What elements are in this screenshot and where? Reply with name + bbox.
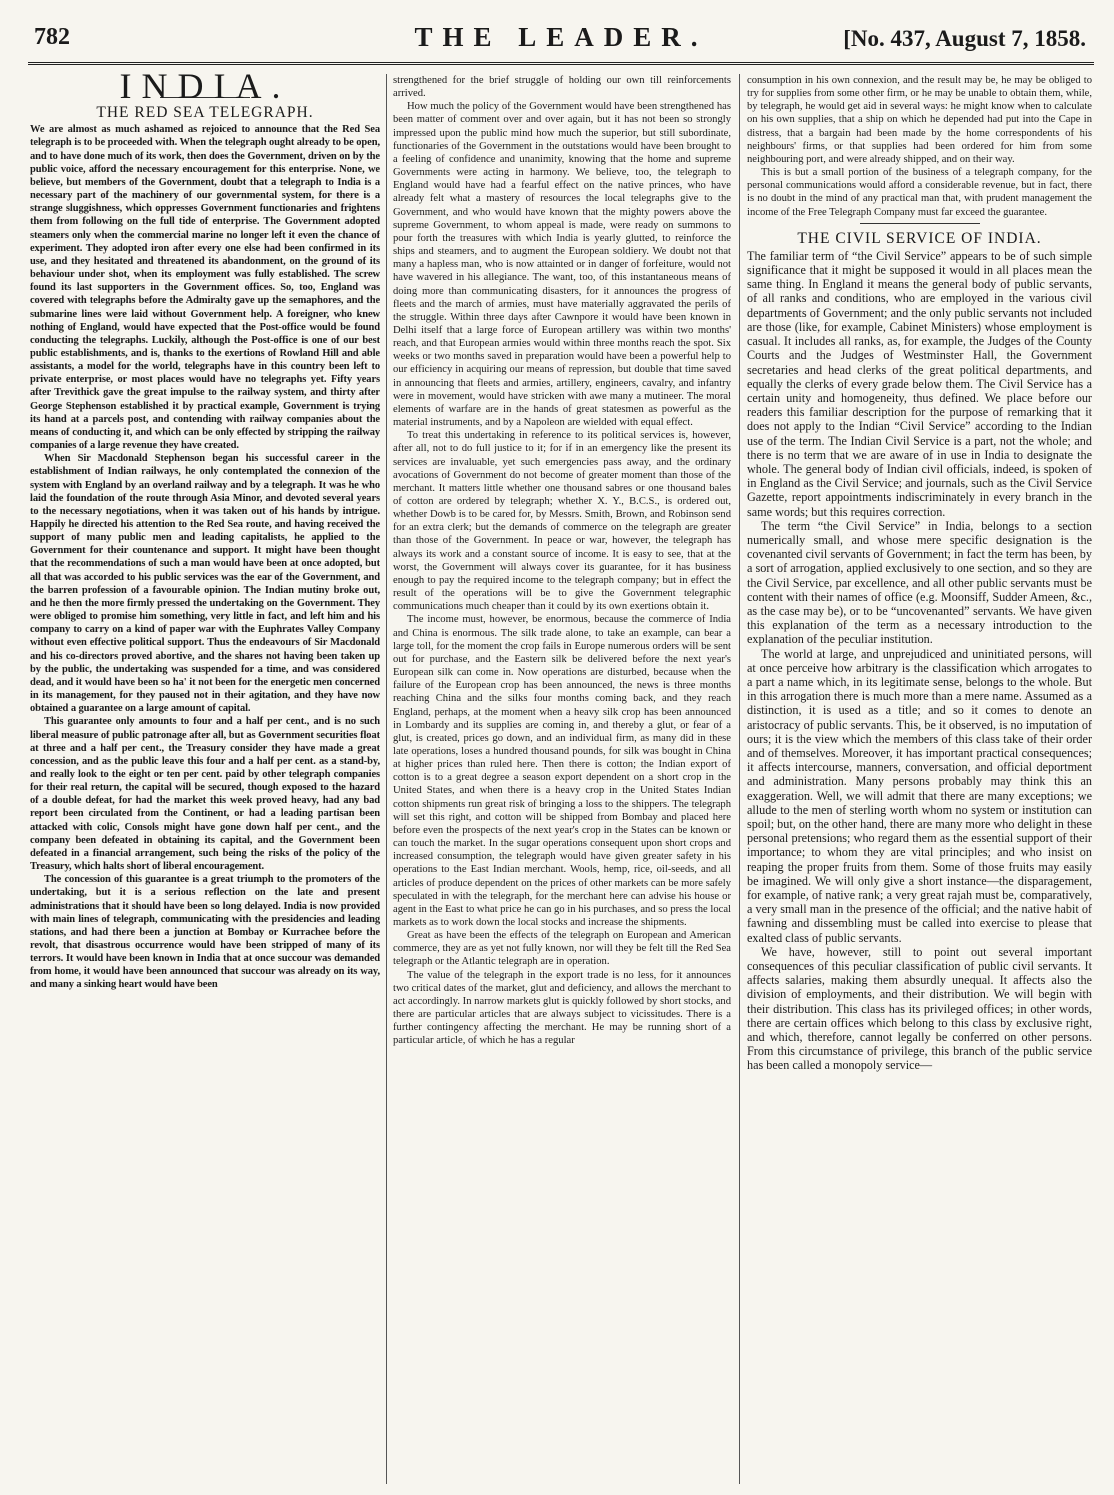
paragraph: The income must, however, be enormous, because the commerce of India and China is enormous. The silk trade alone, to take an example, can bear a large toll, for the moment the crop fails in Europe numerous orders will be sent out for purchase, and the Eastern silk be delivered before the next year's European silk can come in. Now operations are disturbed, because when the failure of the European crop has been announced, the news is three months reaching China and the silks four months coming back, and they reach England, perhaps, at the moment when a heavy silk crop has been announced in Lombardy and its supplies are coming in, and thereby a glut, or fear of a glut, is created, prices go down, and an individual firm, as many did in these late operations, loses a hundred thousand pounds, for silk was bought in China at higher prices than ruled here. Then there is cotton; the Indian export of cotton is to a great degree a season export dependent on a short crop in the United States, and when there is a heavy crop in the United States Indian cotton shipments run great risk of bringing a loss to the shippers. The telegraph will set this right, and cotton will be shipped from Bombay and placed here before even the prospects of the next year's crop in the States can be known or can touch the market. In the sugar operations consequent upon short crops and increased consumption, the telegraph would have given greater safety in his operations to the East Indian merchant. Wools, hemp, rice, oil-seeds, and all articles of produce dependent on the prices of other markets can be more safely speculated in with the telegraph, for the merchant here can advise his house or agent in the East to what price he can go in his purchases, and so press the local markets as to work down the local stocks and increase the shipments.	[393, 614, 731, 928]
masthead-rule	[28, 62, 1094, 65]
masthead	[28, 12, 1094, 68]
paper-title: THE LEADER.	[414, 22, 708, 52]
column-3	[747, 74, 1092, 1484]
column-divider	[386, 74, 387, 1484]
paragraph: When Sir Macdonald Stephenson began his successful career in the establishment of Indian railways, he only contemplated the connexion of the system with England by an overland railway and by a telegraph. It was he who laid the foundation of the route through Asia Minor, and devoted several years to the necessary negotiations, when it was taken out of his hands by intrigue. Happily he directed his attention to the Red Sea route, and having received the support of many public men and leading capitalists, he applied to the Government for their countenance and support. It might have been thought that the recommendations of such a man would have been at once adopted, but all that was accorded to his public services was the ear of the Government, and the barren profession of a favourable opinion. The Indian mutiny broke out, and he then the more firmly pressed the undertaking on the Government. They were obliged to promise him something, very little in fact, and left him and his company to carry on a kind of paper war with the Euphrates Valley Company without even effective political support. Thus the endeavours of Sir Macdonald and his co-directors proved abortive, and the shares not having been taken up by the public, the undertaking was suspended for a time, and was considered dead, and it would have been so ha' it not been for the energetic men concerned in its management, for they paused not in their agitation, and they have now obtained a guarantee on a large amount of capital.	[30, 453, 380, 715]
paragraph: This is but a small portion of the business of a telegraph company, for the personal communications would afford a considerable revenue, but in fact, there is no doubt in the mind of any practical man that, with prudent management the income of the Free Telegraph Company must far exceed the guarantee.	[747, 167, 1092, 218]
paragraph: The familiar term of “the Civil Service” appears to be of such simple significance that it might be supposed it would in all places mean the same thing. In England it means the general body of public servants, of all ranks and conditions, who are employed in the various civil departments of Government; and the only public servants not included are those (like, for example, Cabinet Ministers) whose employment is casual. It includes all ranks, as, for example, the Judges of the County Courts and the Judges of Westminster Hall, the Government secretaries and head clerks of the great political departments, and equally the clerks of every grade below them. The Civil Service has a certain unity and homogeneity, thus defined. We place before our readers this familiar description for the purpose of remarking that it does not apply to the Indian “Civil Service” according to the Indian use of the term. The Indian Civil Service is a part, not the whole; and there is no term that we are aware of in use in India to designate the whole. The general body of Indian civil officials, indeed, is spoken of in England as the Civil Service; and journals, such as the Civil Service Gazette, report appointments indiscriminately in every branch in the same words; but this requires correction.	[747, 248, 1092, 519]
paragraph: We are almost as much ashamed as rejoiced to announce that the Red Sea telegraph is to be proceeded with. When the telegraph ought already to be open, and to have done much of its work, then does the Government, driven on by the public voice, afford the necessary encouragement for this enterprise. None, we believe, but members of the Government, doubt that a telegraph to India is a necessary part of the machinery of our governmental system, for there is a strange sluggishness, which oppresses Government functionaries and frightens them from following on the full tide of enterprise. The Government adopted steamers only when the commercial marine no longer left it even the chance of experiment. They adopted iron after every one else had been confirmed in its use, and they hesitated and threatened its abandonment, on the ground of its behaviour under shot, when its employment was fully established. The screw found its last supporters in the Government offices. So, too, England was covered with telegraphs before the Admiralty gave up the semaphores, and the submarine lines were laid without Government help. A foreigner, who knew nothing of England, would have expected that the Post-office would be found conducting the telegraphs. Luckily, although the Post-office is one of our best public establishments, and is, thanks to the exertions of Rowland Hill and able assistants, a model for the world, telegraphs have in this country been left to private enterprise, or most places would have no telegraphs yet. Fifty years after Trevithick gave the great impulse to the railway system, and thirty after George Stephenson established it by practical example, Government is trying its hand at a parcels post, and contending with railway companies about the means of conducting it, and which can be only effected by stripping the railway companies of a large revenue they have created.	[30, 124, 380, 452]
paragraph: This guarantee only amounts to four and a half per cent., and is no such liberal measure of public patronage after all, but as Government securities float at three and a half per cent., the Treasury consider they have made a great concession, and as the public leave this four and a half per cent. as a stand-by, and really look to the eight or ten per cent. paid by other telegraph companies for their real return, the capital will be secured, though exposed to the hazard of a double defeat, for had the market this week proved heavy, had any bad report been circulated from the Continent, or had a leading partisan been attacked with colic, Consols might have gone down half per cent., and the company been defeated in obtaining its capital, and the Government been defeated in a financial arrangement, such being the risks of the policy of the Treasury, which halts short of liberal encouragement.	[30, 716, 380, 873]
paragraph: consumption in his own connexion, and the result may be, he may be obliged to try for supplies from some other firm, or he may be unable to obtain them, while, by telegraph, he would get aid in several ways: he might know when to calculate on his own supplies, that a ship on which he depended had put into the Cape in distress, that a bargain had been made by the home correspondents of his neighbours' firms, or that supplies had been ordered for him from some neighbouring port, and were already shipped, and on their way.	[747, 75, 1092, 165]
paragraph: Great as have been the effects of the telegraph on European and American commerce, they are as yet not fully known, nor will they be felt till the Red Sea telegraph or the Atlantic telegraph are in operation.	[393, 930, 731, 968]
paragraph: The term “the Civil Service” in India, belongs to a section numerically small, and whose mere specific designation is the covenanted civil servants of Government; in fact the term has been, by a sort of arrogation, applied exclusively to one section, and so they are the Civil Service, par excellence, and all other public servants must be content with their names of office (e.g. Moonsiff, Sudder Ameen, &c., as the case may be), or to be “uncovenanted” servants. We have given this explanation of the term as a necessary introduction to the explanation of the peculiar institution.	[747, 518, 1092, 647]
section-heading: INDIA.	[119, 74, 291, 106]
paragraph: The world at large, and unprejudiced and uninitiated persons, will at once perceive how arbitrary is the classification which arrogates to a part a name which, in its legitimate sense, belongs to the whole. But in this arrogation there is much more than a mere name. Assumed as a distinction, it is used as a title; and so it comes to denote an aristocracy of public servants. This, be it observed, is no imputation of ours; it is the view which the members of this class take of their order and of themselves. Moreover, it has important practical consequences; it affects intercourse, manners, conversation, and official deportment and administration. Many persons probably may think this an exaggeration. Well, we will admit that there are many exceptions; we allude to the men of sterling worth whom no system or institution can spoil; but, on the other hand, there are many more who delight in these personal pretensions; who regard them as the essential support of their importance; to whom they are vital principles; and who insist on reaping the proper fruits from them. Some of those fruits may easily be imagined. We will only give a short instance—the disparagement, for example, of native rank; a very great rajah must be, comparatively, a very small man in the presence of the official; and the native habit of fawning and dissembling must be called into exercise to please that exalted class of public servants.	[747, 646, 1092, 945]
paragraph: strengthened for the brief struggle of holding our own till reinforcements arrived.	[393, 75, 731, 100]
column-divider	[739, 74, 740, 1484]
article-heading-civil-service: THE CIVIL SERVICE OF INDIA.	[797, 229, 1042, 247]
paragraph: The value of the telegraph in the export trade is no less, for it announces two critical dates of the market, glut and deficiency, and allows the merchant to act accordingly. In narrow markets glut is quickly followed by short stocks, and there are particular articles that are always subject to vicissitudes. There is a further contingency affecting the merchant. He may be running short of a particular article, of which he has a regular	[393, 969, 731, 1047]
page-number: 782	[34, 24, 70, 50]
issue-date: [No. 437, August 7, 1858.	[843, 26, 1086, 51]
paragraph: To treat this undertaking in reference to its political services is, however, after all, not to do full justice to it; for if in an emergency like the present its services are invaluable, yet such emergencies pass away, and the ordinary avocations of Government do not become of greater moment than those of the merchant. It matters little whether one thousand sabres or one thousand bales of cotton are ordered by telegraph; whether X. Y., B.C.S., is ordered out, whether Dowb is to be cared for, by Messrs. Smith, Brown, and Robinson send for an extra clerk; but the demands of commerce on the telegraph are greater than those of the Government. In peace or war, however, the telegraph has always its work and a constant source of income. It is easy to see, that at the worst, the Government will always cover its guarantee, for it has business enough to pay the required income to the telegraph company; but in effect the result of the operations will be to give the Government telegraphic communications much cheaper than it could by its own exertions obtain it.	[393, 430, 731, 613]
paragraph: The concession of this guarantee is a great triumph to the promoters of the undertaking, but it is a serious reflection on the late and present administrations that it should have been so long delayed. India is now provided with main lines of telegraph, communicating with the presidencies and leading stations, and had there been a junction at Bombay or Kurrachee before the revolt, that disastrous occurrence would have been stripped of many of its terrors. It would have been known in India that at once succour was demanded from home, it would have been announced that succour was already on its way, and many a sinking heart would have been	[30, 874, 380, 991]
article-separator	[860, 223, 980, 224]
article-heading-red-sea: THE RED SEA TELEGRAPH.	[96, 104, 314, 122]
column-1	[30, 74, 380, 1484]
paragraph: How much the policy of the Government would have been strengthened has been matter of comment over and over again, but it has not been so strongly impressed upon the public mind how much the superior, but still subordinate, functionaries of the Government in the outstations would have been brought to a feeling of confidence and unanimity, knowing that the home and supreme Governments were acting in harmony. We believe, too, the telegraph to England would have had a fearful effect on the native princes, who have already felt what a mastery of resources the local telegraphs give to the Government, and who would have known that the mighty powers above the supreme Government, to whom appeal is made, were ready on summons to pour forth the treasures with which India is yearly glutted, to reinforce the ships and steamers, and to augment the European soldiery. We doubt not that many a hapless man, who is now attainted or in danger of forfeiture, would not have wavered in his allegiance. The want, too, of this instantaneous means of doing more than communicating disasters, for it announces the progress of fleets and the march of armies, must have materially aggravated the perils of the struggle. Within three days after Cawnpore it would have been known in Delhi itself that a large force of European artillery was within two months' reach, and that European armies would within three months reach the spot. Six weeks or two months saved in preparation would have been a powerful help to our efficiency in acquiring our means of repression, but double that time saved in announcing that fleets and armies, artillery, engineers, cavalry, and infantry were in movement, would have stricken with awe many a mutineer. The moral elements of warfare are in the hands of great statesmen as powerful as the material instruments, and by a Napoleon are wielded with equal effect.	[393, 101, 731, 429]
paragraph: We have, however, still to point out several important consequences of this peculiar classification of public civil servants. It affects salaries, making them absurdly unequal. It affects also the division of employments, and their distribution. We will begin with their distribution. This class has its privileged offices; in other words, there are certain offices which belong to this class by exclusive right, and which, therefore, cannot legally be conferred on other persons. From this circumstance of privilege, this branch of the public service has been called a monopoly service—	[747, 944, 1092, 1073]
column-2	[393, 74, 731, 1484]
